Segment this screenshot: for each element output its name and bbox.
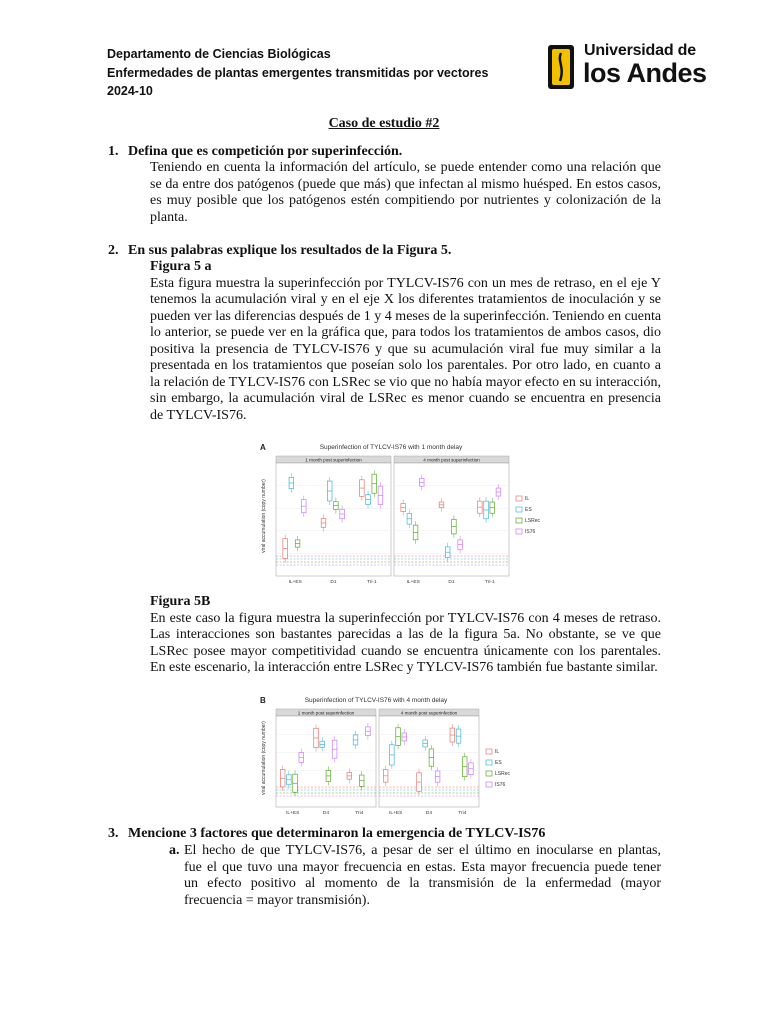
answer-line: lo anterior, se puede ver en la gráfica que, para todos los tratamientos de ambos casos, dio	[150, 325, 661, 340]
answer-line: Las interacciones son bastantes parecidas a las de la figura 5a. No obstante, se ve que	[150, 627, 661, 642]
document-header	[107, 45, 488, 101]
answer-line: un efecto positivo al momento de la transmisión de la enfermedad (mayor	[184, 876, 661, 891]
x-tick-label: IL+ES	[286, 811, 300, 816]
answer-line: sin embargo, la acumulación viral de LSRec es menor cuando se encuentra en presencia	[150, 391, 661, 406]
question-text: Mencione 3 factores que determinaron la emergencia de TYLCV-IS76	[128, 826, 546, 841]
legend-swatch	[516, 518, 522, 523]
x-tick-label: Tri-1	[366, 580, 377, 585]
legend-swatch	[486, 782, 492, 787]
legend-label: IS76	[495, 782, 506, 788]
legend-label: LSRec	[495, 771, 511, 777]
figure-5a-boxplot	[258, 440, 558, 590]
question-text: Defina que es competición por superinfección.	[128, 144, 403, 159]
answer-line: En este caso la figura muestra la superinfección por TYLCV-IS76 con 4 meses de retraso.	[150, 610, 661, 626]
question-3-item-a	[169, 843, 661, 909]
figure-panel-letter: B	[260, 696, 266, 705]
university-logo	[548, 42, 707, 92]
x-tick-label: IL+ES	[406, 580, 420, 585]
legend-swatch	[516, 496, 522, 501]
figure-panel-letter: A	[260, 443, 266, 452]
answer-line: es muy posible que los patógenos estén compitiendo por nutrientes y colonización de la	[150, 193, 661, 208]
x-tick-label: Tri4	[355, 811, 364, 816]
question-3-heading	[108, 826, 546, 843]
answer-line: frecuencia = mayor transmisión).	[184, 892, 370, 908]
x-tick-label: Tri4	[458, 811, 467, 816]
legend-swatch	[516, 529, 522, 534]
answer-line: El hecho de que TYLCV-IS76, a pesar de ser el último en inocularse en plantas,	[184, 843, 661, 858]
answer-line: la relación de TYLCV-IS76 con LSRec se vio que no había mayor efecto en su interacción,	[150, 374, 661, 390]
legend-swatch	[486, 760, 492, 765]
x-tick-label: D1	[330, 580, 337, 585]
legend-label: ES	[525, 507, 532, 513]
legend-swatch	[486, 771, 492, 776]
figure-5b-boxplot	[258, 693, 528, 821]
legend-swatch	[516, 507, 522, 512]
legend-label: IL	[525, 496, 530, 502]
x-tick-label: D4	[322, 811, 330, 816]
answer-line: En este escenario, la interacción entre LSRec y TYLCV-IS76 también fue bastante similar.	[150, 660, 658, 675]
university-logo-mark	[548, 45, 574, 89]
answer-line: Teniendo en cuenta la información del artículo, se puede entender como una relación que	[150, 160, 661, 175]
document-title: Caso de estudio #2	[328, 116, 440, 131]
x-tick-label: Tri-1	[484, 580, 495, 585]
figure-5a-label: Figura 5 a	[150, 259, 212, 274]
x-tick-label: IL+ES	[389, 811, 403, 816]
question-1-heading	[108, 144, 403, 161]
figure-5a-answer	[150, 259, 661, 424]
question-2-heading	[108, 243, 452, 260]
figure-5b-answer	[150, 594, 661, 677]
legend-swatch	[486, 749, 492, 754]
answer-line: tenemos la acumulación viral y en el eje X los diferentes tratamientos de inoculación y se	[150, 292, 661, 307]
answer-line: positiva la presencia de TYLCV-IS76 y que su acumulación viral fue muy similar a la	[150, 341, 661, 357]
facet-panel	[276, 716, 376, 807]
figure-title: Superinfection of TYLCV-IS76 with 4 month delay	[304, 697, 448, 704]
answer-line: planta.	[150, 209, 188, 225]
figure-y-axis-label: viral accumulation (copy number)	[261, 479, 267, 553]
header-department: Departamento de Ciencias Biológicas	[107, 47, 331, 61]
figure-5b-label: Figura 5B	[150, 594, 211, 609]
answer-line: LSRec posee mayor competitividad cuando se encuentra únicamente con los parentales.	[150, 643, 661, 659]
header-term: 2024-10	[107, 84, 153, 98]
question-text: En sus palabras explique los resultados de la Figura 5.	[128, 243, 452, 258]
legend-label: LSRec	[525, 518, 541, 524]
x-tick-label: IL+ES	[288, 580, 302, 585]
header-course: Enfermedades de plantas emergentes transmitidas por vectores	[107, 65, 489, 80]
answer-line: Esta figura muestra la superinfección por TYLCV-IS76 con un mes de retraso, en el eje Y	[150, 275, 661, 291]
logo-text-line2: los Andes	[583, 58, 707, 88]
x-tick-label: D1	[448, 580, 455, 585]
legend-label: IL	[495, 749, 500, 755]
x-tick-label: D4	[425, 811, 433, 816]
answer-line: de TYLCV-IS76.	[150, 407, 247, 423]
question-number: 1.	[108, 144, 119, 159]
question-1-answer	[150, 160, 661, 226]
legend-label: ES	[495, 760, 502, 766]
question-number: 3.	[108, 826, 119, 841]
answer-line: presentada en los tratamientos que poseían solo los parentales. Por otro lado, en cuanto a	[150, 358, 661, 373]
facet-strip-label: 4 month post superinfection	[423, 457, 480, 463]
facet-strip-label: 1 month post superinfection	[305, 457, 362, 463]
question-number: 2.	[108, 243, 119, 258]
figure-y-axis-label: viral accumulation (copy number)	[261, 721, 267, 795]
answer-line: pueden ver las diferencias después de 1 y 4 meses de la superinfección. Teniendo en cuenta	[150, 308, 662, 324]
item-label: a.	[169, 843, 180, 858]
facet-strip-label: 4 month post superinfection	[400, 710, 458, 716]
figure-title: Superinfection of TYLCV-IS76 with 1 month delay	[319, 444, 463, 451]
logo-text-line1: Universidad de	[584, 42, 696, 59]
answer-line: fue el que tuvo una mayor frecuencia en estas. Esta mayor frecuencia puede tener	[184, 859, 661, 875]
facet-strip-label: 1 month post superinfection	[297, 710, 355, 716]
legend-label: IS76	[525, 529, 536, 535]
answer-line: se da entre dos patógenos (puede que más) que infectan al mismo huésped. En estos casos,	[150, 176, 661, 192]
